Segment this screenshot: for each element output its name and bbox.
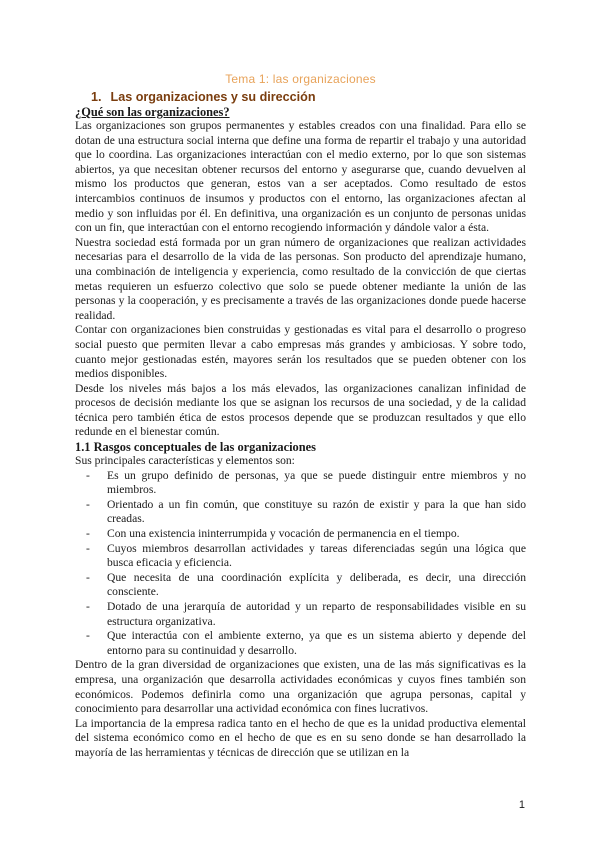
list-item: - Que necesita de una coordinación explícita y deliberada, es decir, una dirección consciente.	[75, 571, 526, 600]
section-number: 1.	[91, 90, 102, 104]
list-item: - Dotado de una jerarquía de autoridad y un reparto de responsabilidades visible en su estructura organizativa.	[75, 600, 526, 629]
paragraph: Dentro de la gran diversidad de organizaciones que existen, una de las más significativas es la empresa, una organización que desarrolla actividades económicas y cuyos fines también son económicos. Podemos definirla como una organización que agrupa personas, capital y conocimiento para desarrollar una actividad económica con fines lucrativos.	[75, 658, 526, 716]
page-number: 1	[518, 799, 525, 811]
section-title: Las organizaciones y su dirección	[110, 90, 316, 104]
characteristics-list	[75, 469, 526, 659]
section-heading	[91, 89, 526, 105]
question-heading: ¿Qué son las organizaciones?	[75, 105, 230, 119]
paragraph: Contar con organizaciones bien construidas y gestionadas es vital para el desarrollo o progreso social puesto que permiten llevar a cabo empresas más grandes y ambiciosas. Y sobre todo, cuanto mejor gestionadas estén, mayores serán los resultados que se pueden obtener con los medios disponibles.	[75, 323, 526, 381]
list-item: - Orientado a un fin común, que constituye su razón de existir y para la que han sido creadas.	[75, 498, 526, 527]
list-item: - Con una existencia ininterrumpida y vocación de permanencia en el tiempo.	[75, 527, 526, 542]
paragraph: Nuestra sociedad está formada por un gran número de organizaciones que realizan actividades necesarias para el desarrollo de la vida de las personas. Son producto del aprendizaje humano, una combinación de inteligencia y experiencia, como resultado de la convicción de que ciertas metas requieren un esfuerzo colectivo que solo se puede obtener mediante la unión de las personas y la cooperación, y es precisamente a través de las organizaciones donde puede hacerse realidad.	[75, 235, 526, 322]
list-item: - Que interactúa con el ambiente externo, ya que es un sistema abierto y depende del entorno para su continuidad y desarrollo.	[75, 629, 526, 658]
list-intro: Sus principales características y elementos son:	[75, 454, 295, 468]
subsection-heading: 1.1 Rasgos conceptuales de las organizaciones	[75, 440, 316, 455]
document-title: Tema 1: las organizaciones	[225, 72, 376, 86]
paragraph: La importancia de la empresa radica tanto en el hecho de que es la unidad productiva elemental del sistema económico como en el hecho de que es en su seno donde se han desarrollado la mayoría de las herramientas y técnicas de dirección que se utilizan en la	[75, 716, 526, 759]
list-item: - Cuyos miembros desarrollan actividades y tareas diferenciadas según una lógica que busca eficacia y eficiencia.	[75, 542, 526, 571]
paragraph: Desde los niveles más bajos a los más elevados, las organizaciones canalizan infinidad de procesos de decisión mediante los que se asignan los recursos de una sociedad, y de la calidad técnica pero también ética de estos procesos depende que se produzcan resultados y que ello redunde en el bienestar común.	[75, 381, 526, 439]
paragraph: Las organizaciones son grupos permanentes y estables creados con una finalidad. Para ello se dotan de una estructura social interna que define una forma de repartir el trabajo y una autoridad que lo coordina. Las organizaciones interactúan con el medio externo, por lo que son sistemas abiertos, ya que necesitan obtener recursos del entorno y asegurarse que, cuando devuelven al mismo los productos que generan, estos van a ser aceptados. Como resultado de estos intercambios continuos de insumos y productos con el entorno, las organizaciones afectan al medio y son influidas por él. En definitiva, una organización es un conjunto de personas unidas con un fin, que interactúan con el entorno recogiendo información y dándole valor a ésta.	[75, 119, 526, 235]
document-page	[75, 72, 526, 761]
list-item: - Es un grupo definido de personas, ya que se puede distinguir entre miembros y no miembros.	[75, 469, 526, 498]
